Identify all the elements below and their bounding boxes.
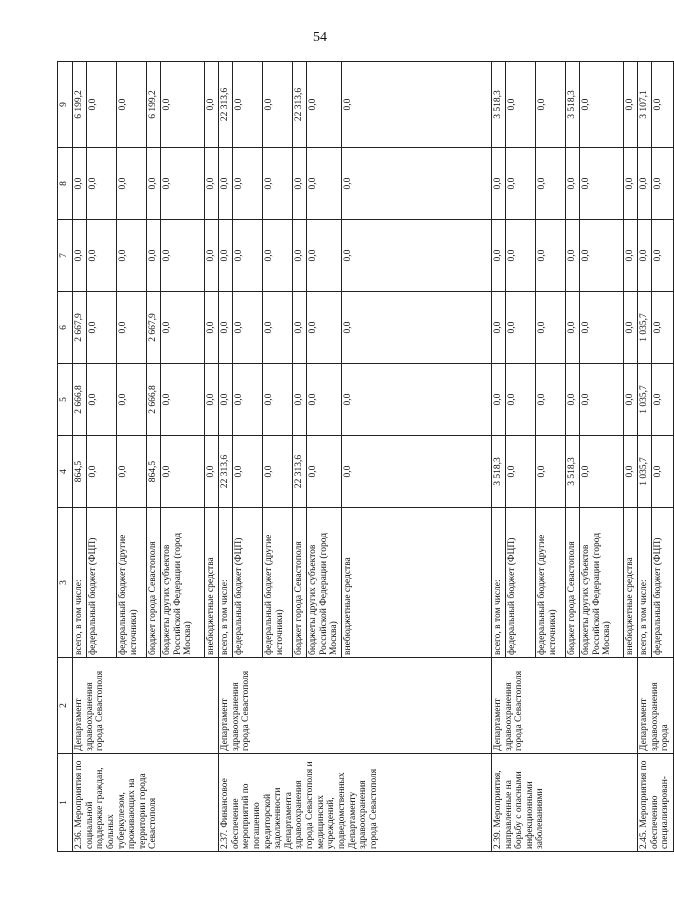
value-cell: 0,0 xyxy=(565,364,579,436)
value-cell: 0,0 xyxy=(205,220,219,292)
value-cell: 22 313,6 xyxy=(219,436,233,508)
rotated-table-area xyxy=(57,62,671,852)
source-cell: внебюджетные средства xyxy=(205,508,219,658)
source-cell: федеральный бюджет (другие источники) xyxy=(535,508,565,658)
value-cell: 0,0 xyxy=(263,148,293,220)
value-cell: 0,0 xyxy=(233,292,263,364)
value-cell: 2 667,9 xyxy=(73,292,87,364)
value-cell: 3 518,3 xyxy=(565,436,579,508)
measure-cell: 2.37. Финансовое обеспечение мероприятий по погашению кредиторской задолженности Департамента здравоохранения города Севастополя и медицинских учреждений, подведомственных Департаменту здравоохранения города Севастополя xyxy=(219,754,492,852)
value-cell: 0,0 xyxy=(565,292,579,364)
value-cell: 2 666,8 xyxy=(147,364,161,436)
value-cell: 3 518,3 xyxy=(491,62,505,148)
value-cell: 0,0 xyxy=(73,220,87,292)
value-cell: 22 313,6 xyxy=(219,62,233,148)
value-cell: 0,0 xyxy=(651,220,673,292)
source-cell: бюджеты других субъектов Российской Федерации (город Москва) xyxy=(579,508,623,658)
value-cell: 0,0 xyxy=(307,292,342,364)
value-cell: 0,0 xyxy=(307,220,342,292)
value-cell: 0,0 xyxy=(651,364,673,436)
page-number: 54 xyxy=(313,30,327,45)
source-cell: бюджеты других субъектов Российской Федерации (город Москва) xyxy=(161,508,205,658)
value-cell: 0,0 xyxy=(579,220,623,292)
header-cell: 9 xyxy=(58,62,73,148)
value-cell: 0,0 xyxy=(219,364,233,436)
value-cell: 0,0 xyxy=(117,62,147,148)
header-cell: 2 xyxy=(58,658,73,754)
value-cell: 0,0 xyxy=(307,436,342,508)
value-cell: 0,0 xyxy=(565,220,579,292)
value-cell: 0,0 xyxy=(651,436,673,508)
value-cell: 864,5 xyxy=(147,436,161,508)
value-cell: 0,0 xyxy=(579,436,623,508)
value-cell: 6 199,2 xyxy=(147,62,161,148)
value-cell: 0,0 xyxy=(535,436,565,508)
value-cell: 0,0 xyxy=(161,220,205,292)
source-cell: внебюджетные средства xyxy=(341,508,491,658)
value-cell: 0,0 xyxy=(147,148,161,220)
header-cell: 8 xyxy=(58,148,73,220)
header-cell: 5 xyxy=(58,364,73,436)
value-cell: 0,0 xyxy=(505,148,535,220)
value-cell: 0,0 xyxy=(307,364,342,436)
value-cell: 22 313,6 xyxy=(293,436,307,508)
value-cell: 0,0 xyxy=(233,148,263,220)
source-cell: бюджет города Севастополя xyxy=(147,508,161,658)
value-cell: 0,0 xyxy=(293,364,307,436)
value-cell: 0,0 xyxy=(117,148,147,220)
value-cell: 0,0 xyxy=(505,364,535,436)
value-cell: 0,0 xyxy=(341,364,491,436)
value-cell: 3 518,3 xyxy=(491,436,505,508)
value-cell: 0,0 xyxy=(651,292,673,364)
value-cell: 0,0 xyxy=(579,62,623,148)
value-cell: 0,0 xyxy=(637,148,651,220)
value-cell: 0,0 xyxy=(637,220,651,292)
value-cell: 0,0 xyxy=(205,292,219,364)
value-cell: 0,0 xyxy=(293,292,307,364)
value-cell: 0,0 xyxy=(535,364,565,436)
value-cell: 0,0 xyxy=(579,292,623,364)
measure-cell: 2.36. Мероприятия по социальной поддержке граждан, больных туберкулезом, проживающих на территории города Севастополя xyxy=(73,754,219,852)
value-cell: 0,0 xyxy=(623,292,637,364)
value-cell: 0,0 xyxy=(535,292,565,364)
executor-cell: Департамент здравоохранения города xyxy=(637,658,673,754)
value-cell: 0,0 xyxy=(73,148,87,220)
value-cell: 0,0 xyxy=(623,436,637,508)
executor-cell: Департамент здравоохранения города Севастополя xyxy=(491,658,637,754)
value-cell: 0,0 xyxy=(233,436,263,508)
value-cell: 0,0 xyxy=(263,292,293,364)
source-cell: всего, в том числе: xyxy=(491,508,505,658)
budget-table xyxy=(57,61,674,852)
executor-cell: Департамент здравоохранения города Севастополя xyxy=(73,658,219,754)
header-cell: 1 xyxy=(58,754,73,852)
value-cell: 0,0 xyxy=(147,220,161,292)
value-cell: 0,0 xyxy=(293,220,307,292)
value-cell: 0,0 xyxy=(651,148,673,220)
value-cell: 2 667,9 xyxy=(147,292,161,364)
header-cell: 6 xyxy=(58,292,73,364)
source-cell: федеральный бюджет (ФЦП) xyxy=(87,508,117,658)
value-cell: 0,0 xyxy=(341,220,491,292)
value-cell: 0,0 xyxy=(307,148,342,220)
value-cell: 0,0 xyxy=(219,292,233,364)
value-cell: 0,0 xyxy=(219,220,233,292)
value-cell: 0,0 xyxy=(205,148,219,220)
value-cell: 6 199,2 xyxy=(73,62,87,148)
table-row xyxy=(219,62,233,852)
table-row xyxy=(73,62,87,852)
value-cell: 0,0 xyxy=(623,364,637,436)
value-cell: 0,0 xyxy=(505,62,535,148)
header-cell: 3 xyxy=(58,508,73,658)
value-cell: 22 313,6 xyxy=(293,62,307,148)
value-cell: 0,0 xyxy=(205,364,219,436)
value-cell: 0,0 xyxy=(117,220,147,292)
value-cell: 0,0 xyxy=(117,364,147,436)
value-cell: 0,0 xyxy=(579,148,623,220)
value-cell: 0,0 xyxy=(293,148,307,220)
value-cell: 0,0 xyxy=(491,364,505,436)
value-cell: 0,0 xyxy=(205,62,219,148)
value-cell: 0,0 xyxy=(263,364,293,436)
value-cell: 0,0 xyxy=(233,62,263,148)
source-cell: бюджет города Севастополя xyxy=(293,508,307,658)
value-cell: 0,0 xyxy=(341,148,491,220)
value-cell: 0,0 xyxy=(491,292,505,364)
source-cell: всего, в том числе: xyxy=(73,508,87,658)
value-cell: 0,0 xyxy=(579,364,623,436)
value-cell: 0,0 xyxy=(341,436,491,508)
value-cell: 0,0 xyxy=(161,148,205,220)
source-cell: всего, в том числе: xyxy=(219,508,233,658)
value-cell: 0,0 xyxy=(307,62,342,148)
value-cell: 0,0 xyxy=(341,292,491,364)
value-cell: 0,0 xyxy=(117,436,147,508)
executor-cell: Департамент здравоохранения города Севастополя xyxy=(219,658,492,754)
value-cell: 0,0 xyxy=(535,220,565,292)
source-cell: федеральный бюджет (ФЦП) xyxy=(505,508,535,658)
value-cell: 0,0 xyxy=(87,220,117,292)
value-cell: 0,0 xyxy=(491,220,505,292)
value-cell: 1 035,7 xyxy=(637,364,651,436)
header-cell: 4 xyxy=(58,436,73,508)
value-cell: 0,0 xyxy=(491,148,505,220)
value-cell: 0,0 xyxy=(623,220,637,292)
source-cell: федеральный бюджет (другие источники) xyxy=(117,508,147,658)
value-cell: 0,0 xyxy=(219,148,233,220)
value-cell: 0,0 xyxy=(341,62,491,148)
source-cell: всего, в том числе: xyxy=(637,508,651,658)
value-cell: 0,0 xyxy=(263,436,293,508)
source-cell: бюджеты других субъектов Российской Федерации (город Москва) xyxy=(307,508,342,658)
value-cell: 0,0 xyxy=(117,292,147,364)
table-row xyxy=(491,62,505,852)
value-cell: 0,0 xyxy=(263,62,293,148)
value-cell: 0,0 xyxy=(651,62,673,148)
value-cell: 0,0 xyxy=(263,220,293,292)
value-cell: 0,0 xyxy=(87,436,117,508)
source-cell: бюджет города Севастополя xyxy=(565,508,579,658)
value-cell: 0,0 xyxy=(205,436,219,508)
value-cell: 2 666,8 xyxy=(73,364,87,436)
value-cell: 1 035,7 xyxy=(637,292,651,364)
value-cell: 0,0 xyxy=(505,220,535,292)
value-cell: 3 107,1 xyxy=(637,62,651,148)
value-cell: 0,0 xyxy=(161,62,205,148)
value-cell: 0,0 xyxy=(87,148,117,220)
value-cell: 1 035,7 xyxy=(637,436,651,508)
value-cell: 0,0 xyxy=(535,148,565,220)
source-cell: федеральный бюджет (ФЦП) xyxy=(233,508,263,658)
value-cell: 0,0 xyxy=(161,292,205,364)
value-cell: 0,0 xyxy=(623,62,637,148)
value-cell: 3 518,3 xyxy=(565,62,579,148)
value-cell: 0,0 xyxy=(565,148,579,220)
measure-cell: 2.45. Мероприятия по обеспечению специализирован- xyxy=(637,754,673,852)
value-cell: 0,0 xyxy=(535,62,565,148)
header-row xyxy=(58,62,73,852)
value-cell: 864,5 xyxy=(73,436,87,508)
value-cell: 0,0 xyxy=(87,292,117,364)
value-cell: 0,0 xyxy=(161,364,205,436)
value-cell: 0,0 xyxy=(623,148,637,220)
source-cell: федеральный бюджет (другие источники) xyxy=(263,508,293,658)
source-cell: внебюджетные средства xyxy=(623,508,637,658)
value-cell: 0,0 xyxy=(505,436,535,508)
source-cell: федеральный бюджет (ФЦП) xyxy=(651,508,673,658)
value-cell: 0,0 xyxy=(87,364,117,436)
value-cell: 0,0 xyxy=(233,220,263,292)
header-cell: 7 xyxy=(58,220,73,292)
value-cell: 0,0 xyxy=(161,436,205,508)
measure-cell: 2.39. Мероприятия, направленные на борьбу с опасными инфекционными заболеваниями xyxy=(491,754,637,852)
table-row xyxy=(637,62,651,852)
value-cell: 0,0 xyxy=(87,62,117,148)
value-cell: 0,0 xyxy=(505,292,535,364)
value-cell: 0,0 xyxy=(233,364,263,436)
